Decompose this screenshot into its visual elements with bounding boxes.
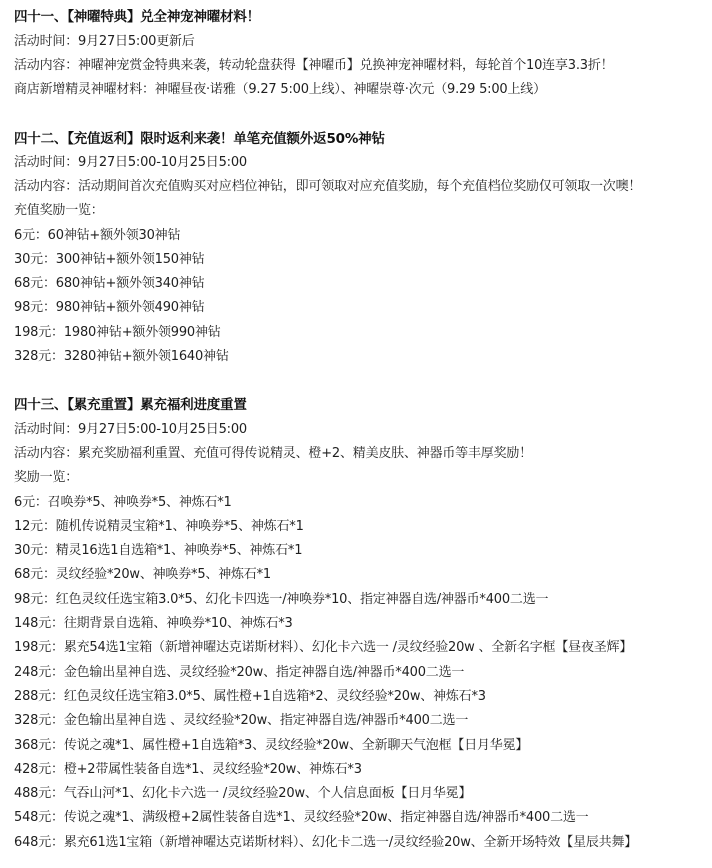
reward-item: 548元：传说之魂*1、满级橙+2属性装备自选*1、灵纹经验*20w、指定神器自选/神器币*400二选一: [14, 810, 589, 825]
reward-item: 288元：红色灵纹任选宝箱3.0*5、属性橙+1自选箱*2、灵纹经验*20w、神炼石*3: [14, 689, 486, 704]
activity-content: 活动内容：累充奖励福利重置、充值可得传说精灵、橙+2、精美皮肤、神器币等丰厚奖励！: [14, 446, 532, 461]
section-title: 四十一、【神曜特典】兑全神宠神曜材料！: [14, 9, 260, 25]
reward-item: 368元：传说之魂*1、属性橙+1自选箱*3、灵纹经验*20w、全新聊天气泡框【日月华冕】: [14, 738, 529, 753]
reward-item: 12元：随机传说精灵宝箱*1、神唤券*5、神炼石*1: [14, 519, 304, 534]
reward-item: 98元：980神钻+额外领490神钻: [14, 300, 205, 315]
reward-item: 68元：灵纹经验*20w、神唤券*5、神炼石*1: [14, 567, 271, 582]
reward-item: 198元：1980神钻+额外领990神钻: [14, 325, 221, 340]
reward-item: 68元：680神钻+额外领340神钻: [14, 276, 205, 291]
shop-note: 商店新增精灵神曜材料：神曜昼夜·诺雅（9.27 5:00上线）、神曜崇尊·次元（9.29 5:00上线）: [14, 82, 546, 97]
reward-item: 328元：3280神钻+额外领1640神钻: [14, 349, 229, 364]
reward-item: 488元：气吞山河*1、幻化卡六选一 /灵纹经验20w、个人信息面板【日月华冕】: [14, 786, 472, 801]
reward-item: 428元：橙+2带属性装备自选*1、灵纹经验*20w、神炼石*3: [14, 762, 362, 777]
reward-list-heading: 充值奖励一览：: [14, 203, 104, 218]
reward-item: 648元：累充61选1宝箱（新增神曜达克诺斯材料）、幻化卡二选一/灵纹经验20w、全新开场特效【星辰共舞】: [14, 835, 638, 850]
reward-item: 6元：召唤券*5、神唤券*5、神炼石*1: [14, 495, 232, 510]
activity-time: 活动时间：9月27日5:00-10月25日5:00: [14, 422, 247, 437]
reward-item: 328元：金色输出星神自选 、灵纹经验*20w、指定神器自选/神器币*400二选一: [14, 713, 469, 728]
reward-item: 198元：累充54选1宝箱（新增神曜达克诺斯材料）、幻化卡六选一 /灵纹经验20w 、全新名字框【昼夜圣辉】: [14, 640, 633, 655]
reward-item: 30元：精灵16选1自选箱*1、神唤券*5、神炼石*1: [14, 543, 303, 558]
reward-item: 30元：300神钻+额外领150神钻: [14, 252, 205, 267]
reward-item: 248元：金色输出星神自选、灵纹经验*20w、指定神器自选/神器币*400二选一: [14, 665, 465, 680]
reward-item: 6元：60神钻+额外领30神钻: [14, 228, 181, 243]
activity-time: 活动时间：9月27日5:00更新后: [14, 34, 195, 49]
activity-content: 活动内容：活动期间首次充值购买对应档位神钻，即可领取对应充值奖励，每个充值档位奖励仅可领取一次噢！: [14, 179, 642, 194]
reward-item: 98元：红色灵纹任选宝箱3.0*5、幻化卡四选一/神唤券*10、指定神器自选/神器币*400二选一: [14, 592, 549, 607]
reward-item: 148元：往期背景自选箱、神唤券*10、神炼石*3: [14, 616, 293, 631]
section-title: 四十二、【充值返利】限时返利来袭！单笔充值额外返50%神钻: [14, 131, 385, 147]
activity-content: 活动内容：神曜神宠赏金特典来袭，转动轮盘获得【神曜币】兑换神宠神曜材料，每轮首个10连享3.3折！: [14, 58, 614, 73]
activity-time: 活动时间：9月27日5:00-10月25日5:00: [14, 155, 247, 170]
section-title: 四十三、【累充重置】累充福利进度重置: [14, 397, 247, 413]
reward-list-heading: 奖励一览：: [14, 470, 79, 485]
